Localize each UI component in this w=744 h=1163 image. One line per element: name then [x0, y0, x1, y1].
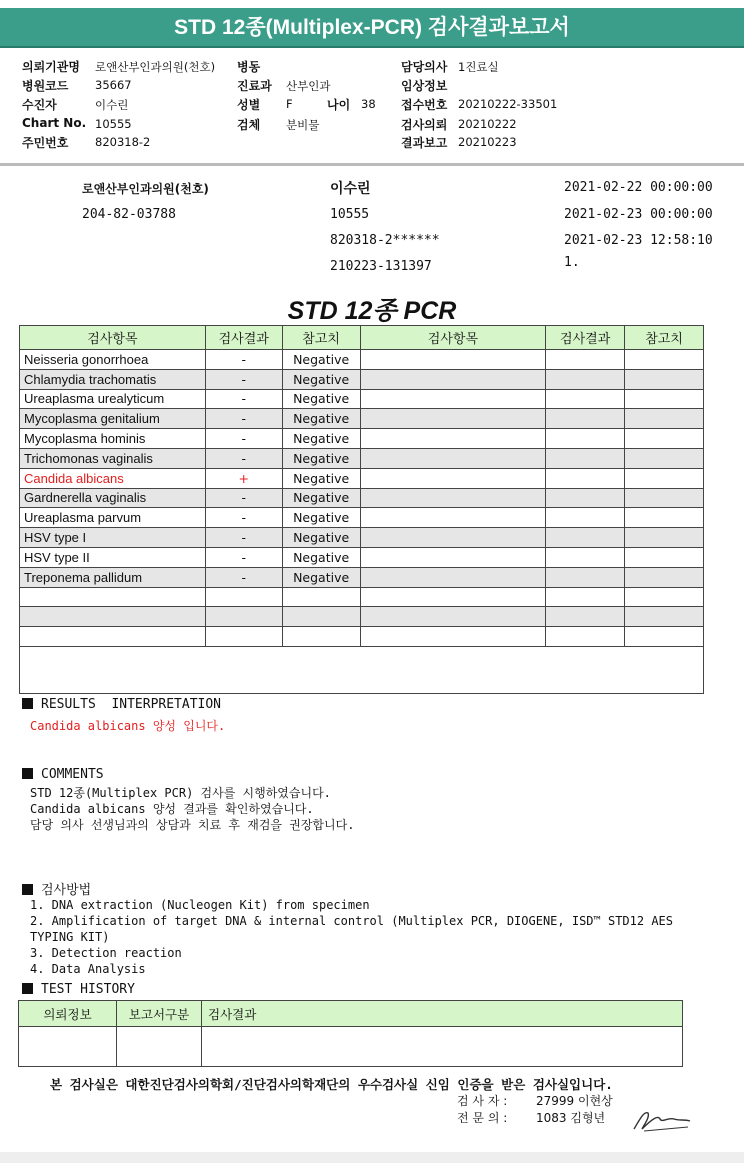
receipt-value: 20210222-33501 [458, 97, 558, 111]
method-line: 3. Detection reaction [30, 946, 182, 960]
empty-cell [360, 448, 546, 468]
test-result: - [205, 547, 282, 567]
chart-label: Chart No. [22, 116, 87, 130]
empty-cell [625, 508, 704, 528]
method-heading [22, 879, 91, 898]
interpretation-heading-text: RESULTS INTERPRETATION [41, 697, 222, 712]
info-reg-number: 204-82-03788 [82, 207, 176, 222]
info-name: 이수린 [330, 181, 371, 197]
empty-cell [360, 508, 546, 528]
pcr-section-title: STD 12종 PCR [287, 297, 457, 325]
table-row [20, 369, 704, 389]
test-item [20, 627, 206, 647]
table-row [20, 468, 704, 488]
empty-cell [546, 528, 625, 548]
test-reference [282, 587, 360, 607]
empty-cell [546, 369, 625, 389]
table-row [20, 350, 704, 370]
empty-cell [625, 409, 704, 429]
tester-value: 27999 이현상 [536, 1094, 613, 1108]
signature-image [630, 1105, 692, 1133]
test-item: Ureaplasma urealyticum [20, 389, 206, 409]
test-reference: Negative [282, 369, 360, 389]
id-value: 820318-2 [95, 135, 151, 149]
test-reference: Negative [282, 468, 360, 488]
bullet-square-icon [22, 884, 33, 895]
empty-cell [546, 409, 625, 429]
hospital-label: 의뢰기관명 [22, 60, 80, 74]
empty-cell [360, 429, 546, 449]
empty-cell [546, 389, 625, 409]
history-heading-text: TEST HISTORY [41, 982, 135, 997]
table-row [20, 607, 704, 627]
sex-value: F [286, 97, 293, 111]
method-line: 2. Amplification of target DNA & internal control (Multiplex PCR, DIOGENE, ISD™ STD12 AES [30, 914, 673, 928]
table-row [20, 528, 704, 548]
dept-value: 산부인과 [286, 79, 331, 93]
col-header-result: 검사결과 [205, 326, 282, 350]
empty-cell [625, 468, 704, 488]
empty-cell [360, 607, 546, 627]
test-result: - [205, 369, 282, 389]
info-date-3-cont: 1. [564, 255, 580, 270]
empty-cell [546, 587, 625, 607]
empty-cell [360, 547, 546, 567]
method-line: 4. Data Analysis [30, 962, 146, 976]
empty-cell [546, 607, 625, 627]
test-result: - [205, 567, 282, 587]
info-ref: 210223-131397 [330, 259, 432, 274]
doctor-label: 담당의사 [401, 60, 448, 74]
history-cell [117, 1027, 202, 1067]
table-row [20, 448, 704, 468]
test-item [20, 587, 206, 607]
history-table [18, 1000, 683, 1067]
empty-cell [625, 567, 704, 587]
table-row [20, 567, 704, 587]
empty-cell [360, 409, 546, 429]
comments-heading [22, 767, 104, 782]
test-result: - [205, 429, 282, 449]
empty-cell [625, 448, 704, 468]
report-date-label: 결과보고 [401, 136, 448, 150]
test-result: - [205, 350, 282, 370]
test-result: - [205, 389, 282, 409]
col-header-ref: 참고치 [282, 326, 360, 350]
test-reference: Negative [282, 448, 360, 468]
test-reference [282, 627, 360, 647]
result-table [19, 325, 704, 647]
comments-heading-text: COMMENTS [41, 767, 104, 782]
empty-cell [360, 488, 546, 508]
empty-cell [546, 508, 625, 528]
table-row [20, 508, 704, 528]
specimen-label: 검체 [237, 118, 261, 132]
interpretation-text: Candida albicans 양성 입니다. [30, 719, 226, 733]
table-row [20, 547, 704, 567]
empty-cell [546, 567, 625, 587]
test-item: Trichomonas vaginalis [20, 448, 206, 468]
comment-line: STD 12종(Multiplex PCR) 검사를 시행하였습니다. [30, 786, 331, 800]
result-table-footer-space [19, 646, 704, 694]
test-item: Mycoplasma genitalium [20, 409, 206, 429]
empty-cell [546, 448, 625, 468]
chart-value: 10555 [95, 117, 132, 131]
tester-label: 검 사 자 : [457, 1094, 508, 1108]
table-row [20, 429, 704, 449]
dept-label: 진료과 [237, 79, 272, 93]
empty-cell [360, 528, 546, 548]
age-value: 38 [361, 97, 376, 111]
test-reference: Negative [282, 547, 360, 567]
test-item: Chlamydia trachomatis [20, 369, 206, 389]
test-item: Neisseria gonorrhoea [20, 350, 206, 370]
patient-value: 이수린 [95, 98, 129, 112]
code-value: 35667 [95, 78, 132, 92]
empty-cell [360, 369, 546, 389]
test-result [205, 627, 282, 647]
test-result: - [205, 508, 282, 528]
result-table-header [20, 326, 704, 350]
test-reference: Negative [282, 567, 360, 587]
ward-label: 병동 [237, 60, 261, 74]
test-reference: Negative [282, 350, 360, 370]
test-reference: Negative [282, 528, 360, 548]
patient-info-block [0, 176, 744, 286]
info-date-3: 2021-02-23 12:58:10 [564, 233, 713, 248]
history-heading [22, 982, 135, 997]
test-result: - [205, 448, 282, 468]
test-reference: Negative [282, 429, 360, 449]
col-header-ref-2: 참고치 [625, 326, 704, 350]
test-result: - [205, 528, 282, 548]
table-row [20, 389, 704, 409]
test-result: - [205, 488, 282, 508]
method-line: TYPING KIT) [30, 930, 110, 944]
history-col-request: 의뢰정보 [19, 1001, 117, 1027]
table-row [20, 409, 704, 429]
method-heading-text: 검사방법 [41, 883, 92, 898]
empty-cell [546, 627, 625, 647]
empty-cell [625, 587, 704, 607]
test-reference: Negative [282, 508, 360, 528]
col-header-item-2: 검사항목 [360, 326, 546, 350]
specialist-label: 전 문 의 : [457, 1111, 508, 1125]
receipt-label: 접수번호 [401, 98, 448, 112]
empty-cell [360, 389, 546, 409]
empty-cell [625, 369, 704, 389]
empty-cell [360, 587, 546, 607]
test-reference [282, 607, 360, 627]
info-hospital: 로앤산부인과의원(천호) [82, 182, 209, 196]
empty-cell [546, 350, 625, 370]
clinical-label: 임상정보 [401, 79, 448, 93]
test-item: Gardnerella vaginalis [20, 488, 206, 508]
empty-cell [360, 627, 546, 647]
request-label: 검사의뢰 [401, 118, 448, 132]
test-result [205, 607, 282, 627]
test-reference: Negative [282, 488, 360, 508]
report-date-value: 20210223 [458, 135, 517, 149]
empty-cell [546, 468, 625, 488]
col-header-item: 검사항목 [20, 326, 206, 350]
report-header [0, 54, 744, 166]
empty-cell [360, 468, 546, 488]
specialist-value: 1083 김형년 [536, 1111, 606, 1125]
code-label: 병원코드 [22, 79, 69, 93]
method-line: 1. DNA extraction (Nucleogen Kit) from specimen [30, 898, 370, 912]
doctor-value: 1진료실 [458, 60, 499, 74]
empty-cell [625, 350, 704, 370]
comment-line: Candida albicans 양성 결과를 확인하였습니다. [30, 802, 314, 816]
age-label: 나이 [327, 98, 351, 112]
test-item: Candida albicans [20, 468, 206, 488]
id-label: 주민번호 [22, 136, 69, 150]
test-item: Treponema pallidum [20, 567, 206, 587]
history-col-type: 보고서구분 [117, 1001, 202, 1027]
history-cell [202, 1027, 683, 1067]
test-item: HSV type I [20, 528, 206, 548]
col-header-result-2: 검사결과 [546, 326, 625, 350]
empty-cell [625, 389, 704, 409]
interpretation-heading [22, 697, 221, 712]
empty-cell [625, 429, 704, 449]
test-item: Ureaplasma parvum [20, 508, 206, 528]
request-value: 20210222 [458, 117, 517, 131]
empty-cell [625, 627, 704, 647]
report-title: STD 12종(Multiplex-PCR) 검사결과보고서 [0, 8, 744, 48]
test-item [20, 607, 206, 627]
bullet-square-icon [22, 983, 33, 994]
page-bottom-bar [0, 1152, 744, 1163]
table-row [20, 488, 704, 508]
empty-cell [625, 547, 704, 567]
table-row [20, 627, 704, 647]
test-result [205, 587, 282, 607]
certification-statement: 본 검사실은 대한진단검사의학회/진단검사의학재단의 우수검사실 신임 인증을 받은 검사실입니다. [50, 1077, 613, 1092]
history-cell [19, 1027, 117, 1067]
test-item: HSV type II [20, 547, 206, 567]
empty-cell [625, 607, 704, 627]
info-chart: 10555 [330, 207, 370, 222]
empty-cell [546, 429, 625, 449]
test-result: + [205, 468, 282, 488]
empty-cell [546, 488, 625, 508]
sex-label: 성별 [237, 98, 261, 112]
empty-cell [360, 567, 546, 587]
info-date-2: 2021-02-23 00:00:00 [564, 207, 713, 222]
test-reference: Negative [282, 389, 360, 409]
empty-cell [625, 528, 704, 548]
empty-cell [625, 488, 704, 508]
empty-cell [360, 350, 546, 370]
empty-cell [546, 547, 625, 567]
test-item: Mycoplasma hominis [20, 429, 206, 449]
bullet-square-icon [22, 768, 33, 779]
bullet-square-icon [22, 698, 33, 709]
specimen-value: 분비물 [286, 118, 320, 132]
table-row [20, 587, 704, 607]
info-id: 820318-2****** [330, 233, 440, 248]
hospital-value: 로앤산부인과의원(천호) [95, 60, 216, 74]
info-date-1: 2021-02-22 00:00:00 [564, 180, 713, 195]
comment-line: 담당 의사 선생님과의 상담과 치료 후 재검을 권장합니다. [30, 818, 355, 832]
test-result: - [205, 409, 282, 429]
test-reference: Negative [282, 409, 360, 429]
history-col-result: 검사결과 [202, 1001, 683, 1027]
patient-label: 수진자 [22, 98, 57, 112]
